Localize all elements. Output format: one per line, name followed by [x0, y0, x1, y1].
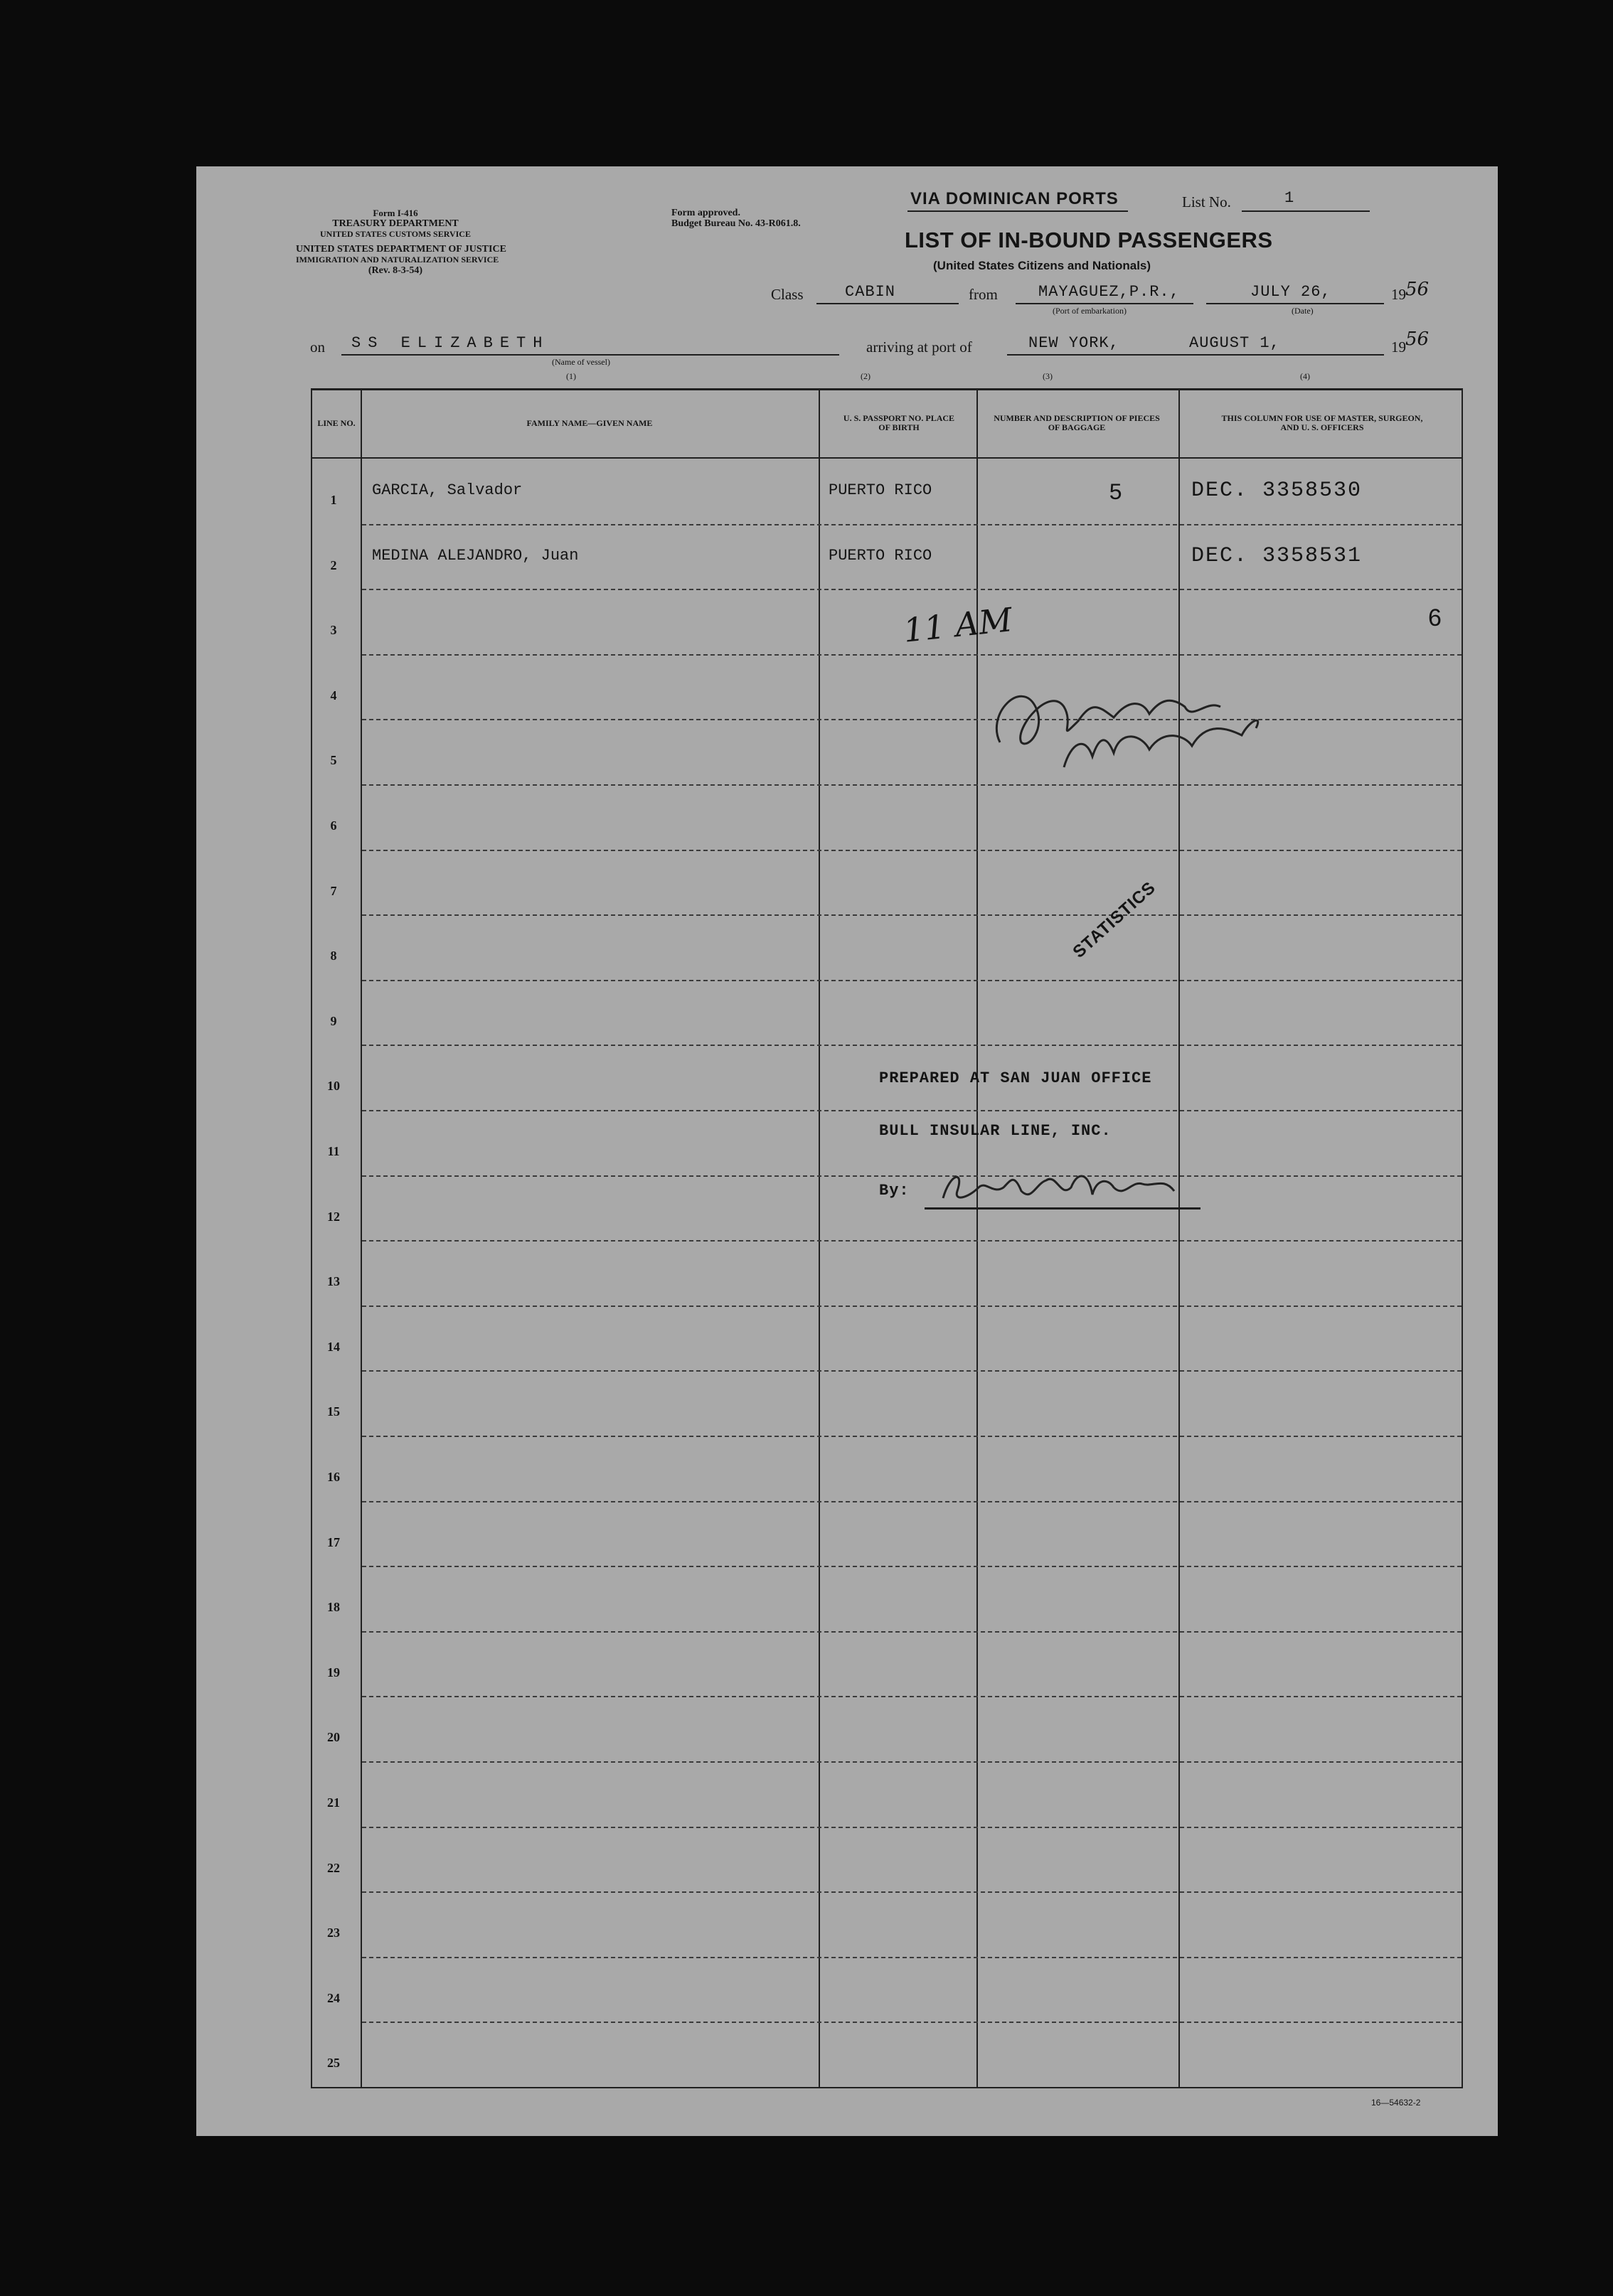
row-rule — [362, 589, 1462, 590]
officer-note: DEC. 3358531 — [1191, 543, 1363, 568]
vessel-line — [341, 354, 839, 356]
row-rule — [362, 2022, 1462, 2023]
form-approved: Form approved. — [671, 208, 740, 218]
prepared-at: PREPARED AT SAN JUAN OFFICE — [879, 1069, 1152, 1087]
line-number: 11 — [327, 1144, 340, 1158]
col-header-line: LINE NO. — [317, 417, 356, 428]
line-number: 22 — [327, 1860, 340, 1875]
line-number: 25 — [327, 2056, 340, 2071]
line-number: 15 — [327, 1404, 340, 1419]
year-2: 56 — [1405, 329, 1430, 350]
row-rule — [362, 1370, 1462, 1372]
line-number: 20 — [327, 1730, 340, 1745]
row-rule — [362, 1631, 1462, 1633]
row-rule — [362, 1175, 1462, 1177]
passenger-name: MEDINA ALEJANDRO, Juan — [372, 546, 579, 565]
from-label: from — [969, 286, 998, 303]
line-number: 8 — [330, 949, 337, 963]
place-of-birth: PUERTO RICO — [829, 546, 932, 565]
column-divider — [1178, 390, 1180, 2087]
passenger-list-form — [196, 166, 1498, 2136]
vessel-name: SS ELIZABETH — [351, 334, 550, 352]
list-no-value: 1 — [1284, 189, 1295, 207]
line-number: 2 — [330, 557, 337, 572]
arriving-label: arriving at port of — [866, 338, 972, 356]
line-number: 23 — [327, 1926, 340, 1940]
line-number: 14 — [327, 1339, 340, 1354]
line-number: 1 — [330, 493, 337, 507]
agent-signature — [936, 1159, 1192, 1216]
arrival-line — [1007, 354, 1384, 356]
arrival-date: AUGUST 1, — [1189, 334, 1280, 352]
row-rule — [362, 1957, 1462, 1958]
line-number: 3 — [330, 623, 337, 638]
company-name: BULL INSULAR LINE, INC. — [879, 1122, 1112, 1140]
class-label: Class — [771, 286, 804, 303]
row-rule — [362, 1761, 1462, 1763]
from-value: MAYAGUEZ,P.R., — [1038, 283, 1180, 301]
form-number: Form I-416 — [373, 208, 418, 218]
via-ports: VIA DOMINICAN PORTS — [910, 189, 1119, 208]
row-rule — [362, 1305, 1462, 1307]
list-no-line — [1242, 210, 1370, 212]
line-number: 16 — [327, 1470, 340, 1484]
line-number: 12 — [327, 1209, 340, 1224]
row-rule — [362, 654, 1462, 656]
row-rule — [362, 1045, 1462, 1046]
caption-col-1: (1) — [566, 371, 576, 381]
row-rule — [362, 1696, 1462, 1697]
row-rule — [362, 1110, 1462, 1111]
customs-service: UNITED STATES CUSTOMS SERVICE — [320, 229, 471, 239]
place-of-birth: PUERTO RICO — [829, 481, 932, 499]
line-number: 17 — [327, 1534, 340, 1549]
row-rule — [362, 1566, 1462, 1567]
immigration-service: IMMIGRATION AND NATURALIZATION SERVICE — [296, 255, 499, 265]
date-value: JULY 26, — [1250, 283, 1331, 301]
form-subtitle: (United States Citizens and Nationals) — [933, 259, 1151, 272]
line-number: 6 — [330, 818, 337, 833]
line-number: 7 — [330, 883, 337, 898]
via-underline — [907, 210, 1128, 212]
col-header-passport: U. S. PASSPORT NO. PLACE OF BIRTH — [843, 413, 955, 432]
department-block — [296, 208, 506, 276]
list-no-label: List No. — [1182, 193, 1231, 210]
caption-col-4: (4) — [1300, 371, 1310, 381]
passenger-name: GARCIA, Salvador — [372, 481, 523, 499]
arrival-time-note: 11 AM — [901, 600, 1014, 650]
col-header-baggage: NUMBER AND DESCRIPTION OF PIECES OF BAGGAGE — [994, 413, 1160, 432]
budget-bureau: Budget Bureau No. 43-R061.8. — [671, 218, 801, 229]
row-rule — [362, 784, 1462, 786]
vessel-caption: (Name of vessel) — [552, 357, 610, 367]
line-number: 24 — [327, 1990, 340, 2005]
line-number: 5 — [330, 753, 337, 768]
row-rule — [362, 1827, 1462, 1828]
column-divider — [819, 390, 820, 2087]
row-rule — [362, 914, 1462, 916]
col-header-officers: THIS COLUMN FOR USE OF MASTER, SURGEON, AND U. S. OFFICERS — [1221, 413, 1423, 432]
row-rule — [362, 980, 1462, 981]
form-approval — [671, 208, 801, 229]
row-rule — [362, 1891, 1462, 1893]
row-rule — [362, 719, 1462, 720]
total-count-note: 6 — [1428, 604, 1442, 631]
line-number: 13 — [327, 1274, 340, 1289]
treasury-dept: TREASURY DEPARTMENT — [332, 218, 459, 229]
port-caption: (Port of embarkation) — [1053, 306, 1127, 316]
year-prefix-1: 19 — [1391, 286, 1406, 303]
line-number: 4 — [330, 688, 337, 703]
year-prefix-2: 19 — [1391, 338, 1406, 356]
header-rule — [312, 457, 1462, 459]
column-divider — [976, 390, 978, 2087]
passenger-table — [311, 388, 1463, 2088]
row-rule — [362, 1240, 1462, 1242]
officer-note: DEC. 3358530 — [1191, 479, 1363, 503]
inspector-signature — [979, 657, 1277, 778]
line-number: 9 — [330, 1013, 337, 1028]
row-rule — [362, 524, 1462, 525]
baggage-count: 5 — [1109, 480, 1123, 506]
year-1: 56 — [1405, 279, 1430, 300]
arrival-port: NEW YORK, — [1028, 334, 1119, 352]
date-line — [1206, 303, 1384, 304]
caption-col-3: (3) — [1043, 371, 1053, 381]
row-rule — [362, 1436, 1462, 1437]
line-number: 18 — [327, 1600, 340, 1615]
col-header-name: FAMILY NAME—GIVEN NAME — [526, 417, 653, 428]
line-number: 19 — [327, 1665, 340, 1680]
from-line — [1016, 303, 1193, 304]
column-divider — [361, 390, 362, 2087]
on-label: on — [310, 338, 325, 356]
by-label: By: — [879, 1182, 910, 1200]
revision: (Rev. 8-3-54) — [368, 265, 423, 276]
row-rule — [362, 850, 1462, 851]
class-value: CABIN — [845, 283, 896, 301]
line-number: 21 — [327, 1795, 340, 1810]
date-caption: (Date) — [1292, 306, 1314, 316]
form-title: LIST OF IN-BOUND PASSENGERS — [905, 228, 1273, 252]
line-number: 10 — [327, 1079, 340, 1094]
form-code: 16—54632-2 — [1371, 2098, 1421, 2108]
row-rule — [362, 1501, 1462, 1502]
class-line — [816, 303, 959, 304]
statistics-stamp: STATISTICS — [1069, 877, 1160, 962]
justice-dept: UNITED STATES DEPARTMENT OF JUSTICE — [296, 244, 506, 255]
caption-col-2: (2) — [861, 371, 871, 381]
